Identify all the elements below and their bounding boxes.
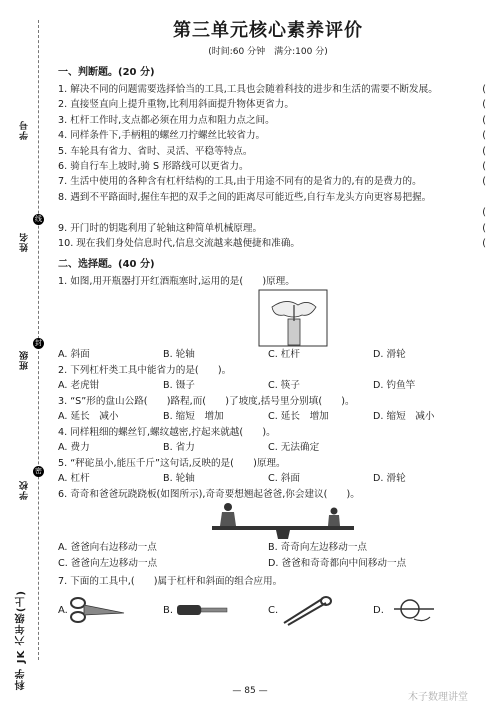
part2-heading: 二、选择题。(40 分) — [58, 259, 155, 271]
judgement-item-paren-row: ( — [482, 207, 486, 219]
option[interactable]: C. 筷子 — [268, 380, 300, 392]
exam-sheet — [58, 16, 486, 627]
student-number-label: 学号 — [20, 120, 30, 140]
question-6: 6. 奇奇和爸爸玩跷跷板(如图所示),奇奇要想翘起爸爸,你会建议( )。 — [58, 489, 360, 501]
part1-heading: 一、判断题。(20 分) — [58, 67, 155, 78]
option[interactable]: C. 无法确定 — [268, 442, 320, 454]
class-label: 班级 — [20, 350, 30, 370]
question-1-options — [58, 347, 478, 363]
option-d[interactable]: D. — [373, 593, 478, 627]
time-score-info: (时间:60 分钟 满分:100 分) — [208, 47, 328, 57]
judgement-item: 1. 解决不同的问题需要选择恰当的工具,工具也会随着科技的进步和生活的需要不断发展。 ( — [58, 84, 486, 95]
school-label: 学校 — [20, 480, 30, 500]
option[interactable]: A. 费力 — [58, 442, 90, 454]
judgement-item: 6. 骑自行车上坡时,骑 S 形路线可以更省力。 ( — [58, 161, 486, 173]
corkscrew-icon — [258, 289, 328, 347]
question-2: 2. 下列杠杆类工具中能省力的是( )。 — [58, 365, 232, 377]
option[interactable]: B. 轮轴 — [163, 473, 195, 485]
question-5-options — [58, 471, 478, 487]
option[interactable]: A. 爸爸向右边移动一点 — [58, 542, 157, 554]
option-b[interactable]: B. — [163, 593, 268, 627]
option[interactable]: A. 老虎钳 — [58, 380, 100, 392]
option[interactable]: C. 斜面 — [268, 473, 300, 485]
binding-margin — [0, 0, 48, 708]
question-6-options-row2 — [58, 556, 478, 572]
judgement-item: 3. 杠杆工作时,支点都必须在用力点和阻力点之间。 ( — [58, 114, 486, 126]
judgement-item: 5. 车轮具有省力、省时、灵活、平稳等特点。 ( — [58, 145, 486, 157]
option[interactable]: B. 奇奇向左边移动一点 — [268, 542, 368, 554]
option[interactable]: C. 爸爸向左边移动一点 — [58, 558, 158, 570]
judgement-item: 2. 直接竖直向上提升重物,比利用斜面提升物体更省力。 ( — [58, 99, 486, 111]
watermark: 木子数理讲堂 — [408, 692, 468, 703]
page-title: 第三单元核心素养评价 — [173, 20, 363, 41]
judgement-item: 8. 遇到不平路面时,握住车把的双手之间的距离尽可能近些,自行车龙头方向更容易把握。 — [58, 191, 432, 203]
tongs-icon — [278, 593, 338, 627]
option-empty — [373, 440, 478, 456]
seal-bullet-feng: 封 — [35, 339, 42, 347]
option[interactable]: A. 延长 减小 — [58, 411, 119, 423]
question-4: 4. 同样粗细的螺丝钉,螺纹越密,拧起来就越( )。 — [58, 427, 276, 439]
option[interactable]: B. 省力 — [163, 442, 195, 454]
question-6-options-row1 — [58, 540, 478, 556]
option[interactable]: D. 滑轮 — [373, 473, 406, 485]
judgement-item: 9. 开门时的钥匙利用了轮轴这种简单机械原理。 ( — [58, 222, 486, 234]
scissors-icon — [68, 593, 128, 627]
option[interactable]: B. 镊子 — [163, 380, 195, 392]
question-4-options — [58, 440, 478, 456]
option[interactable]: D. 爸爸和奇奇都向中间移动一点 — [268, 558, 407, 570]
question-7-options — [58, 593, 478, 627]
option-a[interactable]: A. — [58, 593, 163, 627]
seal-bullet-mi: 密 — [35, 467, 42, 475]
option[interactable]: A. 斜面 — [58, 349, 90, 361]
judgement-item: 4. 同样条件下,手柄粗的螺丝刀拧螺丝比较省力。 ( — [58, 130, 486, 142]
question-5: 5. “秤砣虽小,能压千斤”这句话,反映的是( )原理。 — [58, 458, 286, 470]
grade-label: 科学 JK 六年级(上) — [16, 590, 27, 690]
seal-bullet-xian: 线 — [35, 215, 42, 223]
name-label: 姓名 — [20, 232, 30, 252]
page-number: — 85 — — [232, 686, 268, 696]
option[interactable]: D. 滑轮 — [373, 349, 406, 361]
question-2-options — [58, 378, 478, 394]
screwdriver-icon — [173, 593, 233, 627]
seesaw-icon — [208, 502, 358, 540]
option[interactable]: B. 缩短 增加 — [163, 411, 224, 423]
judgement-item: 10. 现在我们身处信息时代,信息交流越来越便捷和准确。 ( — [58, 238, 486, 250]
judgement-item: 7. 生活中使用的各种含有杠杆结构的工具,由于用途不同有的是省力的,有的是费力的。 ( — [58, 176, 486, 188]
option[interactable]: B. 轮轴 — [163, 349, 195, 361]
corkscrew-figure — [58, 289, 478, 347]
option[interactable]: C. 杠杆 — [268, 349, 300, 361]
option[interactable]: D. 钓鱼竿 — [373, 380, 416, 392]
question-7: 7. 下面的工具中,( )属于杠杆和斜面的组合应用。 — [58, 576, 283, 588]
question-3-options — [58, 409, 478, 425]
option[interactable]: D. 缩短 减小 — [373, 411, 435, 423]
judgement-list — [58, 82, 486, 251]
corkscrew-hand-icon — [384, 593, 444, 627]
question-3: 3. “S”形的盘山公路( )路程,而( )了坡度,括号里分别填( )。 — [58, 396, 355, 408]
option-c[interactable]: C. — [268, 593, 373, 627]
option[interactable]: C. 延长 增加 — [268, 411, 329, 423]
option[interactable]: A. 杠杆 — [58, 473, 90, 485]
seesaw-figure — [58, 502, 478, 540]
question-1: 1. 如图,用开瓶器打开红酒瓶塞时,运用的是( )原理。 — [58, 276, 295, 288]
